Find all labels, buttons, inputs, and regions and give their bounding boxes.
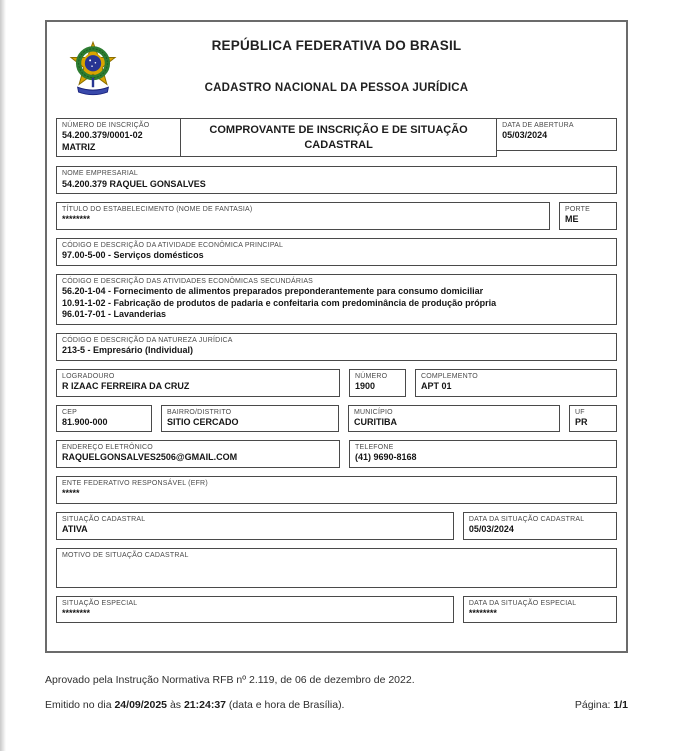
telefone-label: TELEFONE [355, 444, 394, 452]
row-efr [56, 476, 617, 504]
data-situacao-cadastral-value: 05/03/2024 [468, 523, 514, 534]
row-motivo [56, 548, 617, 588]
numero-field [349, 369, 406, 397]
bairro-field [161, 405, 339, 433]
data-abertura-label: DATA DE ABERTURA [502, 122, 574, 129]
municipio-field [348, 405, 560, 433]
row-nome-empresarial [56, 166, 617, 194]
porte-field [559, 202, 617, 230]
logradouro-label: LOGRADOURO [62, 372, 115, 380]
data-situacao-especial-label: DATA DA SITUAÇÃO ESPECIAL [468, 599, 577, 607]
emission-time: 21:24:37 [183, 699, 226, 711]
motivo-situacao-label: MOTIVO DE SITUAÇÃO CADASTRAL [62, 551, 189, 559]
atividade-principal-value: 97.00-5-00 - Serviços domésticos [62, 250, 204, 261]
atividade-secundaria-2: 10.91-1-02 - Fabricação de produtos de padaria e confeitaria com predominância de produção própria [62, 297, 497, 308]
numero-inscricao-label: NÚMERO DE INSCRIÇÃO [62, 122, 150, 129]
row-natureza-juridica [56, 333, 617, 361]
bairro-label: BAIRRO/DISTRITO [167, 408, 232, 416]
row-atividade-principal [56, 238, 617, 266]
data-abertura-field [496, 118, 617, 151]
atividade-secundaria-3: 96.01-7-01 - Lavanderias [62, 309, 167, 320]
data-situacao-especial-field [463, 596, 617, 624]
numero-inscricao-value: 54.200.379/0001-02 [62, 130, 143, 141]
nome-fantasia-value: ******** [62, 214, 91, 225]
uf-field [569, 405, 617, 433]
situacao-cadastral-label: SITUAÇÃO CADASTRAL [62, 515, 146, 523]
atividade-secundaria-1: 56.20-1-04 - Fornecimento de alimentos preparados preponderantemente para consumo domiciliar [62, 285, 484, 296]
situacao-especial-label: SITUAÇÃO ESPECIAL [62, 599, 138, 607]
uf-label: UF [575, 408, 585, 416]
atividade-principal-field [56, 238, 617, 266]
natureza-juridica-field [56, 333, 617, 361]
motivo-situacao-field [56, 548, 617, 588]
efr-label: ENTE FEDERATIVO RESPONSÁVEL (EFR) [62, 480, 208, 488]
page-indicator: Página: 1/1 [574, 699, 628, 711]
natureza-juridica-label: CÓDIGO E DESCRIÇÃO DA NATUREZA JURÍDICA [62, 336, 233, 344]
logradouro-field [56, 369, 340, 397]
matriz-flag: MATRIZ [62, 141, 96, 152]
natureza-juridica-value: 213-5 - Empresário (Individual) [62, 345, 194, 356]
telefone-field [349, 440, 617, 468]
email-value: RAQUELGONSALVES2506@GMAIL.COM [62, 452, 238, 463]
municipio-label: MUNICÍPIO [354, 408, 393, 416]
row-atividades-secundarias [56, 274, 617, 325]
telefone-value: (41) 9690-8168 [355, 452, 417, 463]
email-field [56, 440, 340, 468]
data-abertura-column [496, 118, 617, 157]
cep-field [56, 405, 152, 433]
page-number: 1/1 [613, 699, 628, 711]
numero-inscricao-field [56, 118, 181, 157]
bairro-value: SITIO CERCADO [167, 416, 239, 427]
uf-value: PR [575, 416, 588, 427]
comprovante-title-cell [180, 118, 497, 157]
porte-label: PORTE [565, 206, 590, 214]
cep-value: 81.900-000 [62, 416, 108, 427]
emission-date: 24/09/2025 [114, 699, 168, 711]
nome-fantasia-field [56, 202, 550, 230]
nome-fantasia-label: TÍTULO DO ESTABELECIMENTO (NOME DE FANTASIA) [62, 206, 253, 214]
republic-title: REPÚBLICA FEDERATIVA DO BRASIL [211, 38, 462, 53]
numero-label: NÚMERO [355, 372, 388, 380]
cep-label: CEP [62, 408, 77, 416]
row-situacao-especial [56, 596, 617, 624]
document-footer [45, 674, 628, 711]
row-situacao-cadastral [56, 512, 617, 540]
row-contato [56, 440, 617, 468]
nome-empresarial-value: 54.200.379 RAQUEL GONSALVES [62, 178, 206, 189]
nome-empresarial-field [56, 166, 617, 194]
efr-field [56, 476, 617, 504]
complemento-value: APT 01 [421, 380, 452, 391]
document-header [56, 22, 617, 118]
nome-empresarial-label: NOME EMPRESARIAL [62, 170, 138, 178]
efr-value: ***** [62, 488, 80, 499]
emission-text: Emitido no dia 24/09/2025 às 21:24:37 (data e hora de Brasília). [45, 699, 345, 711]
municipio-value: CURITIBA [354, 416, 397, 427]
row-fantasia-porte [56, 202, 617, 230]
emission-line [45, 699, 628, 711]
row-endereco-2 [56, 405, 617, 433]
email-label: ENDEREÇO ELETRÔNICO [62, 444, 153, 452]
data-situacao-cadastral-label: DATA DA SITUAÇÃO CADASTRAL [468, 515, 585, 523]
cnpj-registry-title: CADASTRO NACIONAL DA PESSOA JURÍDICA [204, 82, 469, 94]
situacao-cadastral-field [56, 512, 454, 540]
situacao-especial-field [56, 596, 454, 624]
row-inscricao [56, 118, 617, 157]
complemento-label: COMPLEMENTO [421, 372, 478, 380]
numero-value: 1900 [355, 380, 376, 391]
cnpj-certificate [45, 20, 628, 653]
data-abertura-value: 05/03/2024 [502, 130, 548, 141]
comprovante-title: COMPROVANTE DE INSCRIÇÃO E DE SITUAÇÃO CADASTRAL [209, 123, 468, 151]
row-endereco-1 [56, 369, 617, 397]
complemento-field [415, 369, 617, 397]
page-edge-shade [0, 0, 6, 751]
data-situacao-cadastral-field [463, 512, 617, 540]
logradouro-value: R IZAAC FERREIRA DA CRUZ [62, 380, 190, 391]
atividades-secundarias-label: CÓDIGO E DESCRIÇÃO DAS ATIVIDADES ECONÔMICAS SECUNDÁRIAS [62, 277, 314, 285]
situacao-cadastral-value: ATIVA [62, 523, 88, 534]
atividade-principal-label: CÓDIGO E DESCRIÇÃO DA ATIVIDADE ECONÔMICA PRINCIPAL [62, 242, 284, 250]
approval-note: Aprovado pela Instrução Normativa RFB nº 2.119, de 06 de dezembro de 2022. [45, 674, 415, 686]
situacao-especial-value: ******** [62, 607, 91, 618]
data-situacao-especial-value: ******** [468, 607, 497, 618]
porte-value: ME [565, 214, 579, 225]
atividades-secundarias-field [56, 274, 617, 325]
